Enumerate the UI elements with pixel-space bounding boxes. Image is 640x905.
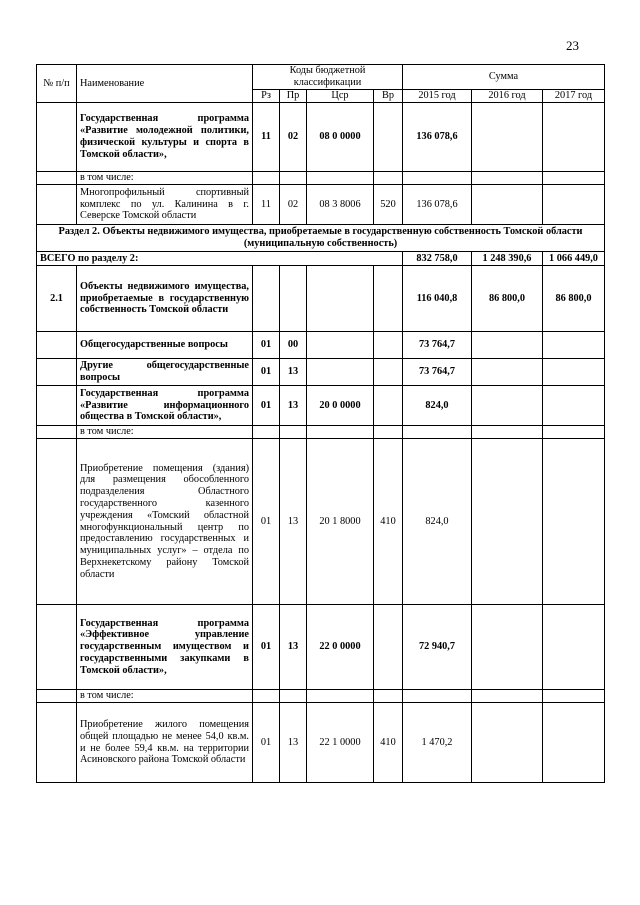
row-rz bbox=[253, 266, 280, 332]
table-row bbox=[37, 266, 605, 332]
header-row-top bbox=[37, 65, 605, 90]
row-2015: 73 764,7 bbox=[403, 332, 472, 359]
row-name: Государственная программа «Развитие информационного общества в Томской области», bbox=[77, 386, 253, 426]
row-rz bbox=[253, 690, 280, 703]
total-label: ВСЕГО по разделу 2: bbox=[37, 252, 403, 266]
row-2017 bbox=[543, 332, 605, 359]
row-rz: 11 bbox=[253, 185, 280, 225]
row-2017 bbox=[543, 185, 605, 225]
header-codes: Коды бюджетной классификации bbox=[253, 65, 403, 90]
row-rz: 01 bbox=[253, 439, 280, 605]
header-num: № п/п bbox=[37, 65, 77, 103]
row-pr: 13 bbox=[280, 703, 307, 783]
row-rz: 01 bbox=[253, 359, 280, 386]
row-pr: 00 bbox=[280, 332, 307, 359]
row-2015: 824,0 bbox=[403, 386, 472, 426]
row-2016 bbox=[472, 332, 543, 359]
row-pr: 13 bbox=[280, 439, 307, 605]
row-num bbox=[37, 172, 77, 185]
row-vr bbox=[374, 690, 403, 703]
row-2015: 116 040,8 bbox=[403, 266, 472, 332]
header-2015: 2015 год bbox=[403, 90, 472, 103]
row-rz bbox=[253, 172, 280, 185]
row-vr bbox=[374, 426, 403, 439]
row-rz: 11 bbox=[253, 103, 280, 172]
row-num bbox=[37, 439, 77, 605]
row-rz: 01 bbox=[253, 332, 280, 359]
row-2017 bbox=[543, 690, 605, 703]
header-2016: 2016 год bbox=[472, 90, 543, 103]
row-vr: 520 bbox=[374, 185, 403, 225]
row-2017 bbox=[543, 103, 605, 172]
row-2016 bbox=[472, 690, 543, 703]
table-row bbox=[37, 359, 605, 386]
row-name: в том числе: bbox=[77, 426, 253, 439]
row-vr bbox=[374, 605, 403, 690]
header-rz: Рз bbox=[253, 90, 280, 103]
row-csr: 20 1 8000 bbox=[307, 439, 374, 605]
row-vr bbox=[374, 103, 403, 172]
row-2017 bbox=[543, 605, 605, 690]
row-vr bbox=[374, 359, 403, 386]
table-row bbox=[37, 103, 605, 172]
row-name: Другие общегосударственные вопросы bbox=[77, 359, 253, 386]
row-2016 bbox=[472, 185, 543, 225]
row-2017 bbox=[543, 359, 605, 386]
row-vr: 410 bbox=[374, 439, 403, 605]
row-2017 bbox=[543, 172, 605, 185]
header-vr: Вр bbox=[374, 90, 403, 103]
total-2015: 832 758,0 bbox=[403, 252, 472, 266]
row-2016 bbox=[472, 703, 543, 783]
page-number: 23 bbox=[566, 38, 579, 53]
section-title: Раздел 2. Объекты недвижимого имущества, приобретаемые в государственную собственность Томской области (муниципальную собственность) bbox=[37, 225, 605, 252]
row-2015 bbox=[403, 172, 472, 185]
section-row bbox=[37, 225, 605, 252]
row-num bbox=[37, 185, 77, 225]
row-pr: 02 bbox=[280, 103, 307, 172]
row-vr bbox=[374, 266, 403, 332]
row-rz: 01 bbox=[253, 605, 280, 690]
row-csr bbox=[307, 426, 374, 439]
row-rz: 01 bbox=[253, 703, 280, 783]
row-name: Общегосударственные вопросы bbox=[77, 332, 253, 359]
row-csr bbox=[307, 172, 374, 185]
row-2016 bbox=[472, 426, 543, 439]
row-2016 bbox=[472, 172, 543, 185]
row-csr bbox=[307, 359, 374, 386]
row-pr bbox=[280, 426, 307, 439]
header-sum: Сумма bbox=[403, 65, 605, 90]
row-csr bbox=[307, 332, 374, 359]
row-vr bbox=[374, 386, 403, 426]
row-pr bbox=[280, 172, 307, 185]
row-num bbox=[37, 426, 77, 439]
row-name: Приобретение жилого помещения общей площадью не менее 54,0 кв.м. и не более 59,4 кв.м. на территории Асиновского района Томской области bbox=[77, 703, 253, 783]
row-csr bbox=[307, 266, 374, 332]
row-csr: 08 0 0000 bbox=[307, 103, 374, 172]
row-num bbox=[37, 605, 77, 690]
row-num bbox=[37, 103, 77, 172]
row-2015: 1 470,2 bbox=[403, 703, 472, 783]
row-name: Государственная программа «Развитие молодежной политики, физической культуры и спорта в Томской области», bbox=[77, 103, 253, 172]
table-row bbox=[37, 332, 605, 359]
row-num bbox=[37, 386, 77, 426]
row-2015: 72 940,7 bbox=[403, 605, 472, 690]
row-2016 bbox=[472, 103, 543, 172]
row-name: в том числе: bbox=[77, 172, 253, 185]
row-pr bbox=[280, 266, 307, 332]
row-2015: 136 078,6 bbox=[403, 185, 472, 225]
row-num bbox=[37, 359, 77, 386]
header-2017: 2017 год bbox=[543, 90, 605, 103]
row-num bbox=[37, 332, 77, 359]
row-2017: 86 800,0 bbox=[543, 266, 605, 332]
row-2016 bbox=[472, 359, 543, 386]
row-2015: 73 764,7 bbox=[403, 359, 472, 386]
row-csr: 22 0 0000 bbox=[307, 605, 374, 690]
budget-table bbox=[36, 64, 605, 783]
row-num bbox=[37, 690, 77, 703]
row-num: 2.1 bbox=[37, 266, 77, 332]
row-name: Многопрофильный спортивный комплекс по ул. Калинина в г. Северске Томской области bbox=[77, 185, 253, 225]
row-pr bbox=[280, 690, 307, 703]
row-csr: 20 0 0000 bbox=[307, 386, 374, 426]
header-csr: Цср bbox=[307, 90, 374, 103]
row-2016: 86 800,0 bbox=[472, 266, 543, 332]
row-2015 bbox=[403, 426, 472, 439]
row-2016 bbox=[472, 439, 543, 605]
row-vr bbox=[374, 332, 403, 359]
row-csr bbox=[307, 690, 374, 703]
row-rz: 01 bbox=[253, 386, 280, 426]
table-row bbox=[37, 386, 605, 426]
table-row bbox=[37, 172, 605, 185]
row-2015: 136 078,6 bbox=[403, 103, 472, 172]
row-pr: 13 bbox=[280, 359, 307, 386]
header-pr: Пр bbox=[280, 90, 307, 103]
row-csr: 08 3 8006 bbox=[307, 185, 374, 225]
row-csr: 22 1 0000 bbox=[307, 703, 374, 783]
row-vr bbox=[374, 172, 403, 185]
row-num bbox=[37, 703, 77, 783]
row-name: в том числе: bbox=[77, 690, 253, 703]
row-2017 bbox=[543, 426, 605, 439]
table-row bbox=[37, 185, 605, 225]
row-2016 bbox=[472, 386, 543, 426]
row-name: Приобретение помещения (здания) для размещения обособленного подразделения Областного государственного казенного учреждения «Томский областной многофункциональный центр по предоставлению государственных и муниципальных услуг» – отдела по Верхнекетскому району Томской области bbox=[77, 439, 253, 605]
row-pr: 13 bbox=[280, 605, 307, 690]
row-name: Государственная программа «Эффективное управление государственным имуществом и государственными закупками в Томской области», bbox=[77, 605, 253, 690]
row-pr: 13 bbox=[280, 386, 307, 426]
row-pr: 02 bbox=[280, 185, 307, 225]
table-row bbox=[37, 690, 605, 703]
table-row bbox=[37, 703, 605, 783]
row-vr: 410 bbox=[374, 703, 403, 783]
table-row bbox=[37, 605, 605, 690]
row-2016 bbox=[472, 605, 543, 690]
table-row bbox=[37, 426, 605, 439]
row-2017 bbox=[543, 703, 605, 783]
row-rz bbox=[253, 426, 280, 439]
table-row bbox=[37, 439, 605, 605]
total-row bbox=[37, 252, 605, 266]
row-2017 bbox=[543, 439, 605, 605]
row-2015: 824,0 bbox=[403, 439, 472, 605]
row-2015 bbox=[403, 690, 472, 703]
total-2016: 1 248 390,6 bbox=[472, 252, 543, 266]
header-name: Наименование bbox=[77, 65, 253, 103]
row-name: Объекты недвижимого имущества, приобретаемые в государственную собственность Томской области bbox=[77, 266, 253, 332]
row-2017 bbox=[543, 386, 605, 426]
total-2017: 1 066 449,0 bbox=[543, 252, 605, 266]
